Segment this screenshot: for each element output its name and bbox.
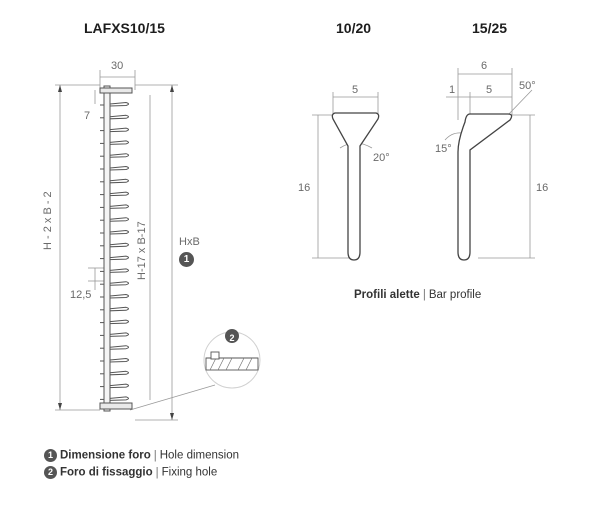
profile-a-width: 5 [352, 84, 359, 96]
fin [110, 141, 129, 145]
profile-b-angle-top: 50° [519, 80, 536, 92]
fin [110, 282, 129, 286]
fin [110, 218, 129, 222]
fin [110, 205, 129, 209]
fin [110, 256, 129, 260]
fin [110, 231, 129, 235]
fin [110, 128, 129, 132]
fin [110, 333, 129, 337]
legend-item-2 [44, 466, 217, 479]
legend-item-1 [44, 449, 239, 462]
fin [110, 179, 129, 183]
hxb-label: HxB [179, 236, 200, 248]
fin [110, 371, 129, 375]
fin [110, 359, 129, 363]
legend-2-it: Foro di fissaggio [60, 466, 153, 479]
fin [110, 295, 129, 299]
fin [110, 103, 129, 107]
profile-a-angle: 20° [373, 152, 390, 164]
profile-b-width-inner: 5 [486, 84, 493, 96]
fin [110, 320, 129, 324]
profile-b-drawing [445, 68, 535, 260]
profile-b-angle-side: 15° [435, 143, 452, 155]
profile-a-height: 16 [298, 182, 311, 194]
profile-a-drawing [312, 92, 379, 260]
profile-b-title: 15/25 [472, 20, 508, 36]
fin [110, 167, 129, 171]
fin [110, 346, 129, 350]
model-title: LAFXS10/15 [84, 20, 165, 36]
legend-2-icon: 2 [44, 466, 57, 479]
legend-1-it: Dimensione foro [60, 449, 151, 462]
fin [110, 243, 129, 247]
legend-1-icon: 1 [44, 449, 57, 462]
profiles-caption-it: Profili alette [354, 289, 420, 301]
profile-b-offset: 1 [449, 84, 456, 96]
marker-2-icon: 2 [229, 332, 235, 343]
legend-2-sep: | [155, 466, 159, 479]
inner-dim-label: H-17 x B-17 [136, 221, 148, 280]
height-dim-label: H - 2 x B - 2 [42, 191, 54, 250]
fin [110, 269, 129, 273]
fin [110, 192, 129, 196]
fin [110, 397, 129, 401]
profiles-caption [354, 289, 481, 301]
legend-2-en: Fixing hole [161, 466, 218, 479]
legend-1-sep: | [153, 449, 157, 462]
width-dim-label: 30 [111, 60, 124, 72]
pitch-label: 12,5 [70, 289, 92, 301]
fin [110, 115, 129, 119]
fin [110, 154, 129, 158]
profile-b-height: 16 [536, 182, 549, 194]
fin [110, 384, 129, 388]
top-offset-label: 7 [84, 110, 91, 122]
fin [110, 307, 129, 311]
profile-b-width-total: 6 [481, 60, 488, 72]
legend-1-en: Hole dimension [159, 449, 239, 462]
profiles-caption-en: Bar profile [428, 289, 482, 301]
profile-a-title: 10/20 [336, 20, 372, 36]
profiles-caption-sep: | [422, 289, 426, 301]
marker-1-icon: 1 [179, 252, 194, 267]
